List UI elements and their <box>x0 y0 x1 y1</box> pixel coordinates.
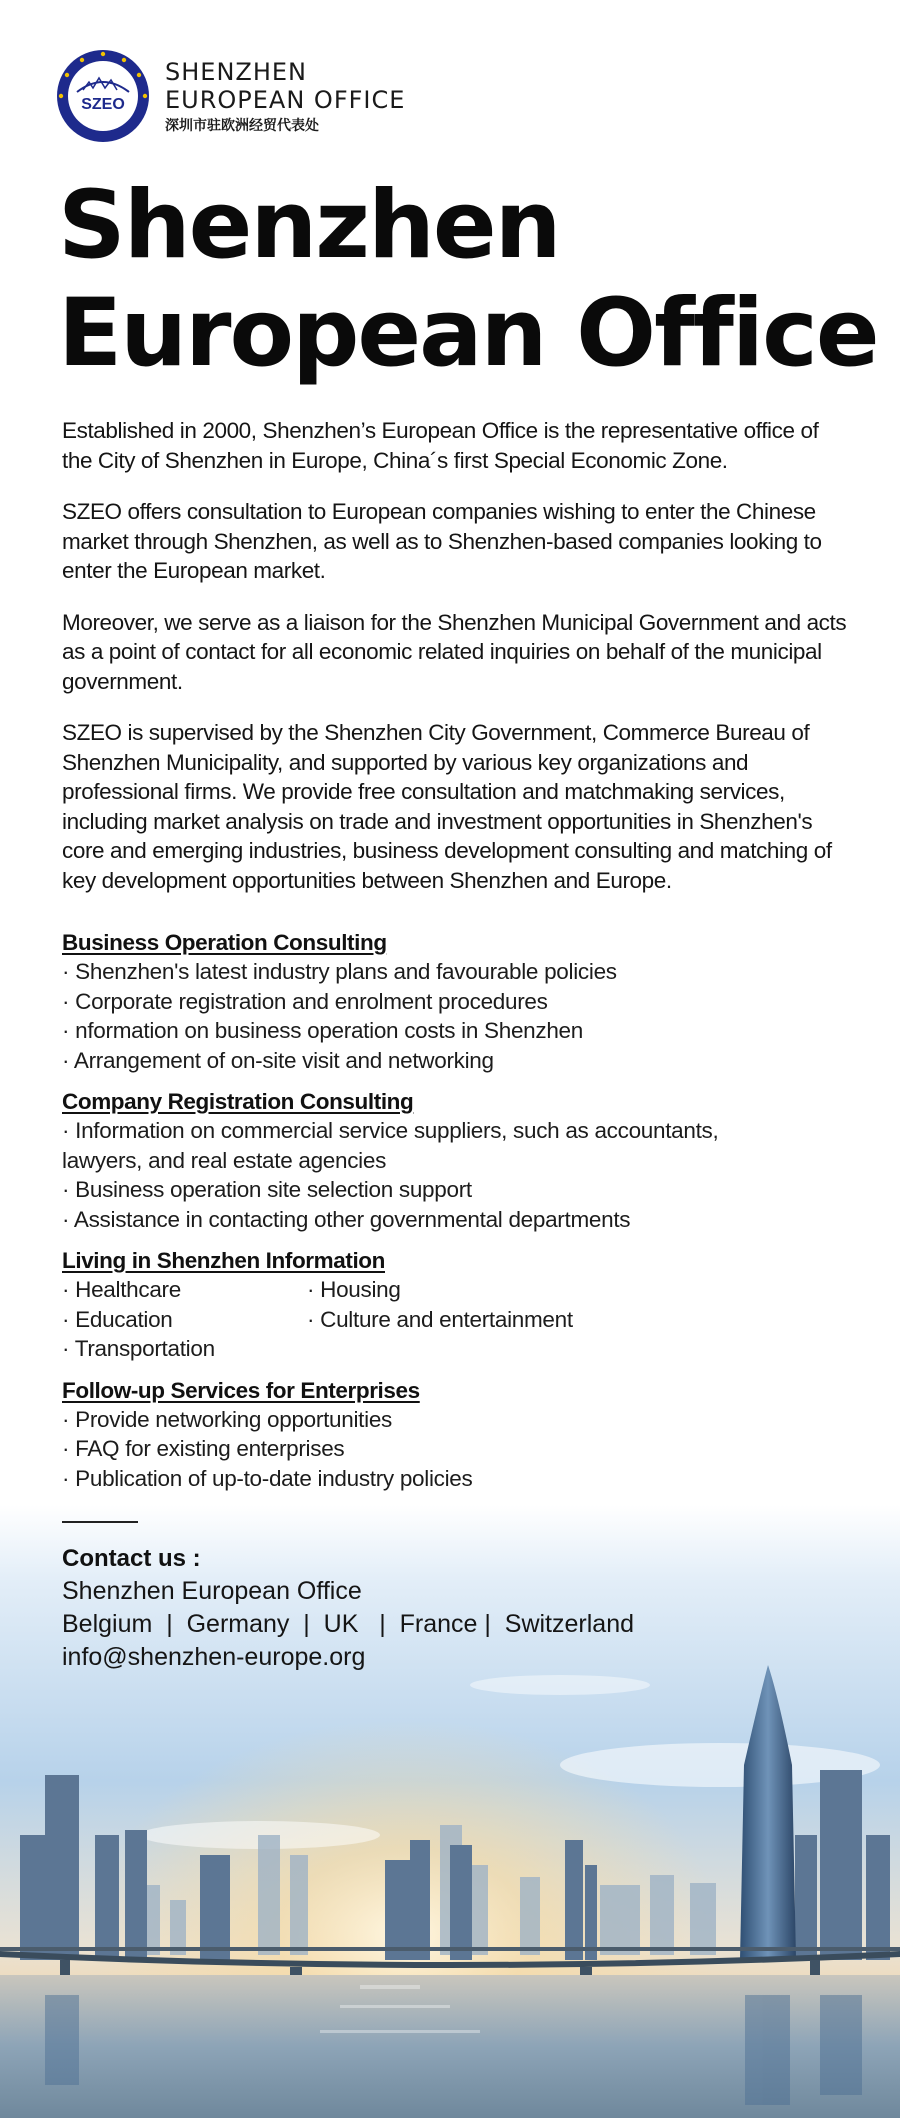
intro-paragraph: SZEO offers consultation to European companies wishing to enter the Chinese market through Shenzhen, as well as to Shenzhen-based companies looking to enter the European market. <box>62 499 822 583</box>
divider <box>62 1521 138 1523</box>
service-section-company <box>62 1087 852 1234</box>
service-section-living <box>62 1246 852 1364</box>
contact-block <box>62 1543 852 1674</box>
intro-paragraph: SZEO is supervised by the Shenzhen City Government, Commerce Bureau of Shenzhen Municipality, and supported by various key organizations and professional firms. We provide free consultation and matchmaking services, including market analysis on trade and investment opportunities in Shenzhen's core and emerging industries, business development consulting and matching of key development opportunities between Shenzhen and Europe. <box>62 720 832 893</box>
page-title <box>58 172 878 388</box>
list-item: · Housing <box>307 1277 401 1302</box>
szeo-emblem-icon <box>55 48 151 144</box>
list-item: · FAQ for existing enterprises <box>62 1436 345 1461</box>
list-item: · Transportation <box>62 1336 215 1361</box>
logo <box>55 48 405 144</box>
list-item: · Assistance in contacting other governmental departments <box>62 1206 631 1232</box>
logo-line-1: SHENZHEN <box>165 58 308 86</box>
section-heading: Living in Shenzhen Information <box>62 1248 385 1273</box>
list-item: · Publication of up-to-date industry policies <box>62 1465 473 1491</box>
list-item: · Business operation site selection support <box>62 1177 472 1202</box>
contact-heading: Contact us : <box>62 1545 201 1572</box>
intro-text <box>62 416 852 917</box>
list-item: · Provide networking opportunities <box>62 1406 392 1432</box>
logo-chinese-name: 深圳市驻欧洲经贸代表处 <box>165 117 319 133</box>
intro-paragraph: Moreover, we serve as a liaison for the Shenzhen Municipal Government and acts as a point of contact for all economic related inquiries on behalf of the municipal government. <box>62 609 847 694</box>
contact-locations: Belgium | Germany | UK | France | Switzerland <box>62 1610 634 1638</box>
list-item: · Healthcare <box>62 1277 181 1302</box>
list-item: · nformation on business operation costs in Shenzhen <box>62 1018 583 1043</box>
list-item: · Shenzhen's latest industry plans and favourable policies <box>62 959 617 984</box>
list-item: · Education <box>62 1306 173 1332</box>
list-item: · Arrangement of on-site visit and networking <box>62 1047 494 1073</box>
services-list <box>62 928 852 1505</box>
list-item: · Information on commercial service suppliers, such as accountants, lawyers, and real estate agencies <box>62 1118 719 1173</box>
service-section-business <box>62 928 852 1075</box>
section-heading: Company Registration Consulting <box>62 1089 414 1114</box>
contact-org: Shenzhen European Office <box>62 1577 362 1605</box>
service-section-followup <box>62 1376 852 1494</box>
living-items-grid <box>62 1275 852 1364</box>
logo-line-2: EUROPEAN OFFICE <box>165 86 406 114</box>
logo-badge-text: SZEO <box>81 96 125 113</box>
intro-paragraph: Established in 2000, Shenzhen’s European Office is the representative office of the City of Shenzhen in Europe, China´s first Special Economic Zone. <box>62 418 819 473</box>
title-line-2: European Office <box>58 279 878 388</box>
list-item: · Corporate registration and enrolment procedures <box>62 988 548 1014</box>
section-heading: Follow-up Services for Enterprises <box>62 1377 420 1403</box>
contact-email-link[interactable]: info@shenzhen-europe.org <box>62 1643 366 1671</box>
list-item: · Culture and entertainment <box>307 1306 573 1332</box>
section-heading: Business Operation Consulting <box>62 930 387 955</box>
title-line-1: Shenzhen <box>58 171 560 280</box>
